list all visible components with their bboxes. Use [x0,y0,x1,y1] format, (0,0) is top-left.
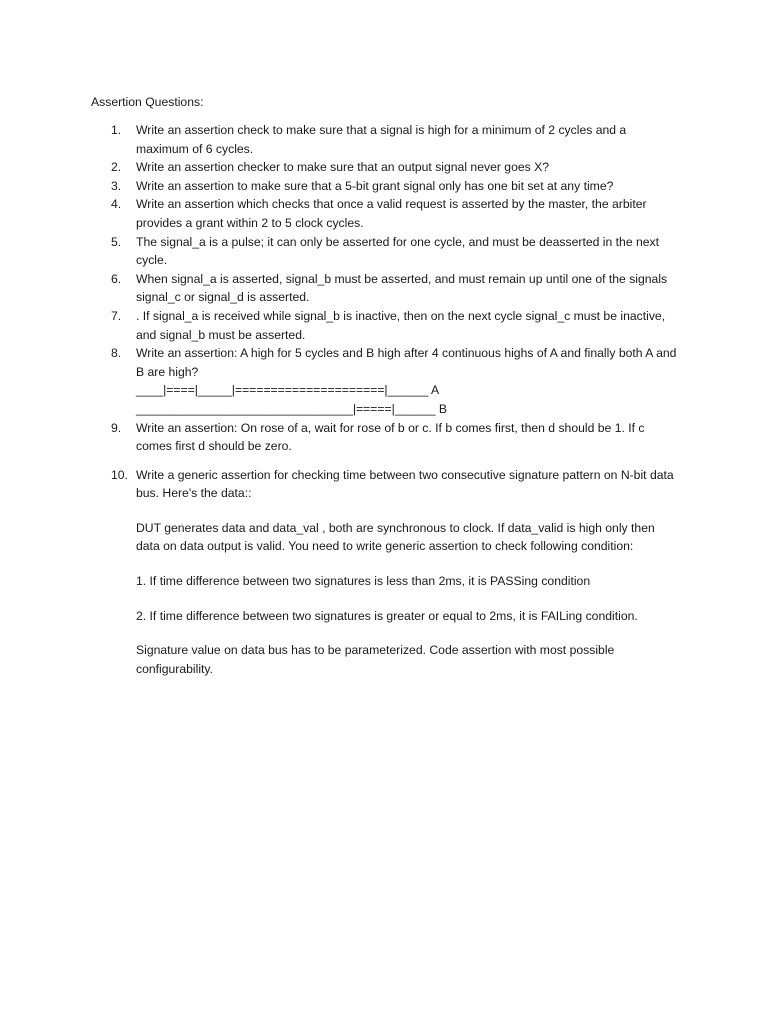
question-text: When signal_a is asserted, signal_b must be asserted, and must remain up until one of the signals signal_c or signal_d is asserted. [136,271,668,305]
question-text: . If signal_a is received while signal_b is inactive, then on the next cycle signal_c must be inactive, and signal_b must be asserted. [136,308,666,342]
question-paragraph: DUT generates data and data_val , both are synchronous to clock. If data_valid is high only then data on data output is valid. You need to write generic assertion to check following condition: [136,520,655,554]
question-text: Write an assertion which checks that once a valid request is asserted by the master, the arbiter provides a grant within 2 to 5 clock cycles. [136,197,647,230]
question-paragraph: Signature value on data bus has to be parameterized. Code assertion with most possible configurability. [136,643,615,676]
question-item-2 [111,158,681,177]
question-paragraph: 1. If time difference between two signatures is less than 2ms, it is PASSing condition [136,574,591,589]
question-text: Write an assertion to make sure that a 5-bit grant signal only has one bit set at any time? [136,178,614,193]
question-item-10 [111,466,681,679]
timing-diagram-b: ________________________________|=====|______ B [136,401,448,416]
timing-diagram-a: ____|====|_____|=====================|______ A [136,383,440,398]
question-item-4 [111,195,681,232]
question-item-3 [111,177,681,196]
question-text: Write an assertion: A high for 5 cycles and B high after 4 continuous highs of A and finally both A and B are high? [136,346,677,379]
question-text: Write an assertion checker to make sure that an output signal never goes X? [136,160,550,175]
question-item-1 [111,121,681,158]
question-item-7 [111,307,681,344]
question-number: 4. [111,197,122,212]
question-number: 1. [111,123,122,137]
question-item-6 [111,270,681,307]
question-text: Write an assertion check to make sure that a signal is high for a minimum of 2 cycles and a maximum of 6 cycles. [136,123,627,156]
question-text: Write an assertion: On rose of a, wait for rose of b or c. If b comes first, then d should be 1. If c comes first d should be zero. [136,420,645,454]
question-number: 9. [111,420,122,435]
question-number: 6. [111,271,122,286]
question-number: 10. [111,467,128,482]
question-number: 5. [111,234,122,249]
question-number: 2. [111,160,122,175]
question-number: 8. [111,346,122,361]
question-item-5 [111,233,681,270]
question-item-8 [111,344,681,418]
question-item-9 [111,419,681,456]
question-paragraph: 2. If time difference between two signatures is greater or equal to 2ms, it is FAILing condition. [136,608,638,623]
question-list [111,121,681,678]
question-number: 3. [111,178,122,193]
question-text: The signal_a is a pulse; it can only be asserted for one cycle, and must be deasserted in the next cycle. [136,234,660,268]
question-text: Write a generic assertion for checking time between two consecutive signature pattern on N-bit data bus. Here's the data:: [136,467,674,501]
question-number: 7. [111,308,122,323]
document-title: Assertion Questions: [91,95,204,109]
